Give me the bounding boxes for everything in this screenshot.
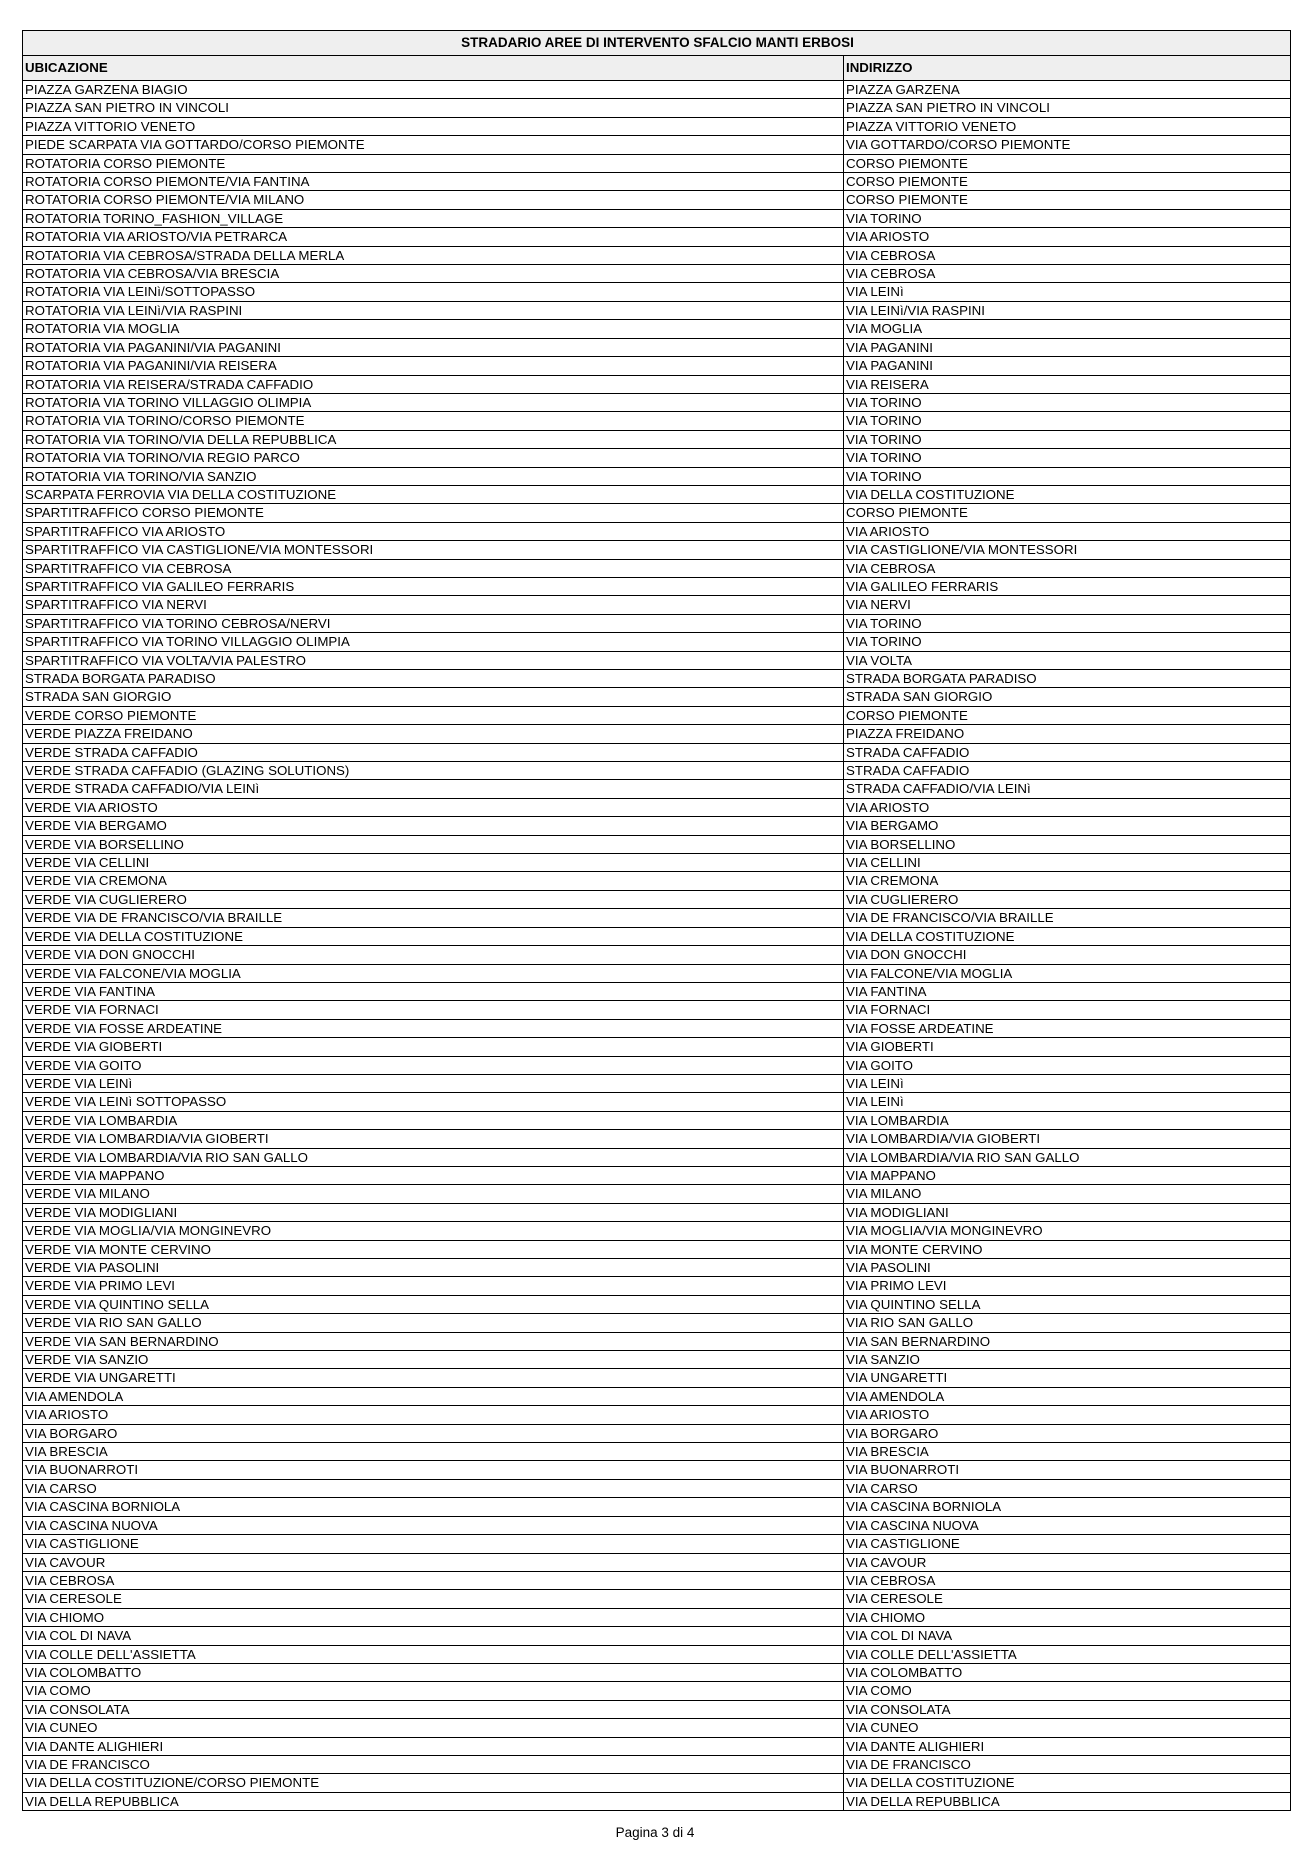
table-row: [23, 1774, 1291, 1792]
table-row: [23, 670, 1291, 688]
cell-ubicazione: VIA CAVOUR: [23, 1553, 844, 1571]
cell-ubicazione: VERDE VIA PASOLINI: [23, 1259, 844, 1277]
table-row: [23, 577, 1291, 595]
cell-ubicazione: ROTATORIA VIA LEINì/SOTTOPASSO: [23, 283, 844, 301]
cell-indirizzo: VIA FORNACI: [844, 1001, 1291, 1019]
cell-indirizzo: VIA CASTIGLIONE/VIA MONTESSORI: [844, 541, 1291, 559]
table-row: [23, 633, 1291, 651]
cell-ubicazione: VIA CERESOLE: [23, 1590, 844, 1608]
table-row: [23, 1663, 1291, 1681]
table-row: [23, 1571, 1291, 1589]
cell-indirizzo: VIA BORSELLINO: [844, 835, 1291, 853]
cell-ubicazione: ROTATORIA VIA TORINO/VIA DELLA REPUBBLICA: [23, 430, 844, 448]
table-row: [23, 559, 1291, 577]
cell-indirizzo: VIA ARIOSTO: [844, 1406, 1291, 1424]
cell-ubicazione: VIA CUNEO: [23, 1719, 844, 1737]
cell-ubicazione: SPARTITRAFFICO VIA VOLTA/VIA PALESTRO: [23, 651, 844, 669]
table-row: [23, 136, 1291, 154]
cell-ubicazione: ROTATORIA VIA CEBROSA/STRADA DELLA MERLA: [23, 246, 844, 264]
cell-indirizzo: VIA COLLE DELL'ASSIETTA: [844, 1645, 1291, 1663]
cell-ubicazione: VIA CONSOLATA: [23, 1700, 844, 1718]
cell-indirizzo: VIA GOTTARDO/CORSO PIEMONTE: [844, 136, 1291, 154]
table-row: [23, 467, 1291, 485]
table-row: [23, 1498, 1291, 1516]
table-row: [23, 173, 1291, 191]
cell-ubicazione: VIA CASTIGLIONE: [23, 1535, 844, 1553]
cell-indirizzo: VIA DELLA COSTITUZIONE: [844, 1774, 1291, 1792]
cell-indirizzo: VIA TORINO: [844, 430, 1291, 448]
cell-ubicazione: VERDE VIA FOSSE ARDEATINE: [23, 1019, 844, 1037]
table-row: [23, 817, 1291, 835]
cell-indirizzo: STRADA BORGATA PARADISO: [844, 670, 1291, 688]
table-row: [23, 265, 1291, 283]
table-row: [23, 283, 1291, 301]
cell-indirizzo: VIA CASCINA NUOVA: [844, 1516, 1291, 1534]
cell-indirizzo: VIA CEBROSA: [844, 265, 1291, 283]
cell-indirizzo: VIA AMENDOLA: [844, 1387, 1291, 1405]
table-row: [23, 1700, 1291, 1718]
cell-indirizzo: VIA MILANO: [844, 1185, 1291, 1203]
cell-ubicazione: VERDE VIA CREMONA: [23, 872, 844, 890]
cell-indirizzo: VIA COMO: [844, 1682, 1291, 1700]
cell-ubicazione: VERDE VIA DON GNOCCHI: [23, 946, 844, 964]
table-row: [23, 246, 1291, 264]
table-row: [23, 412, 1291, 430]
cell-indirizzo: PIAZZA SAN PIETRO IN VINCOLI: [844, 99, 1291, 117]
cell-indirizzo: VIA CAVOUR: [844, 1553, 1291, 1571]
cell-indirizzo: VIA ARIOSTO: [844, 798, 1291, 816]
cell-ubicazione: VIA CASCINA BORNIOLA: [23, 1498, 844, 1516]
cell-ubicazione: VERDE VIA BERGAMO: [23, 817, 844, 835]
cell-ubicazione: VIA BUONARROTI: [23, 1461, 844, 1479]
cell-indirizzo: VIA MODIGLIANI: [844, 1203, 1291, 1221]
cell-ubicazione: VIA BRESCIA: [23, 1443, 844, 1461]
table-row: [23, 1351, 1291, 1369]
cell-indirizzo: VIA FOSSE ARDEATINE: [844, 1019, 1291, 1037]
table-title: STRADARIO AREE DI INTERVENTO SFALCIO MANTI ERBOSI: [23, 31, 1291, 56]
cell-ubicazione: VERDE VIA LEINì SOTTOPASSO: [23, 1093, 844, 1111]
cell-ubicazione: VIA CARSO: [23, 1479, 844, 1497]
cell-indirizzo: VIA LEINì: [844, 283, 1291, 301]
table-row: [23, 651, 1291, 669]
cell-indirizzo: CORSO PIEMONTE: [844, 173, 1291, 191]
cell-ubicazione: ROTATORIA VIA MOGLIA: [23, 320, 844, 338]
cell-ubicazione: SPARTITRAFFICO VIA TORINO CEBROSA/NERVI: [23, 614, 844, 632]
table-row: [23, 1535, 1291, 1553]
cell-indirizzo: VIA CREMONA: [844, 872, 1291, 890]
table-row: [23, 393, 1291, 411]
cell-ubicazione: VIA COL DI NAVA: [23, 1627, 844, 1645]
cell-ubicazione: VERDE STRADA CAFFADIO/VIA LEINì: [23, 780, 844, 798]
cell-indirizzo: VIA GALILEO FERRARIS: [844, 577, 1291, 595]
cell-indirizzo: VIA VOLTA: [844, 651, 1291, 669]
cell-ubicazione: SPARTITRAFFICO VIA GALILEO FERRARIS: [23, 577, 844, 595]
cell-indirizzo: VIA MAPPANO: [844, 1166, 1291, 1184]
cell-indirizzo: VIA BERGAMO: [844, 817, 1291, 835]
table-row: [23, 1166, 1291, 1184]
table-row: [23, 1553, 1291, 1571]
table-title-row: [23, 31, 1291, 56]
cell-indirizzo: VIA LOMBARDIA/VIA RIO SAN GALLO: [844, 1148, 1291, 1166]
cell-ubicazione: VERDE STRADA CAFFADIO: [23, 743, 844, 761]
table-row: [23, 117, 1291, 135]
cell-ubicazione: VIA COLOMBATTO: [23, 1663, 844, 1681]
table-row: [23, 99, 1291, 117]
cell-indirizzo: STRADA CAFFADIO: [844, 743, 1291, 761]
cell-indirizzo: VIA CUGLIERERO: [844, 890, 1291, 908]
table-row: [23, 1332, 1291, 1350]
cell-ubicazione: VERDE VIA QUINTINO SELLA: [23, 1295, 844, 1313]
cell-indirizzo: VIA PAGANINI: [844, 357, 1291, 375]
cell-indirizzo: CORSO PIEMONTE: [844, 706, 1291, 724]
cell-ubicazione: VIA AMENDOLA: [23, 1387, 844, 1405]
cell-indirizzo: VIA CEBROSA: [844, 1571, 1291, 1589]
cell-ubicazione: VERDE VIA MODIGLIANI: [23, 1203, 844, 1221]
table-row: [23, 320, 1291, 338]
cell-ubicazione: VERDE VIA DELLA COSTITUZIONE: [23, 927, 844, 945]
table-row: [23, 191, 1291, 209]
cell-indirizzo: PIAZZA FREIDANO: [844, 725, 1291, 743]
cell-indirizzo: VIA REISERA: [844, 375, 1291, 393]
cell-indirizzo: VIA DON GNOCCHI: [844, 946, 1291, 964]
cell-indirizzo: VIA TORINO: [844, 209, 1291, 227]
cell-ubicazione: VERDE VIA SANZIO: [23, 1351, 844, 1369]
cell-ubicazione: SCARPATA FERROVIA VIA DELLA COSTITUZIONE: [23, 485, 844, 503]
cell-ubicazione: ROTATORIA CORSO PIEMONTE/VIA FANTINA: [23, 173, 844, 191]
table-row: [23, 1406, 1291, 1424]
cell-indirizzo: VIA TORINO: [844, 467, 1291, 485]
cell-indirizzo: VIA CASTIGLIONE: [844, 1535, 1291, 1553]
cell-ubicazione: VERDE VIA GIOBERTI: [23, 1038, 844, 1056]
table-row: [23, 890, 1291, 908]
cell-ubicazione: ROTATORIA VIA TORINO VILLAGGIO OLIMPIA: [23, 393, 844, 411]
cell-ubicazione: ROTATORIA VIA REISERA/STRADA CAFFADIO: [23, 375, 844, 393]
cell-indirizzo: VIA LEINì: [844, 1074, 1291, 1092]
cell-indirizzo: VIA COLOMBATTO: [844, 1663, 1291, 1681]
table-header-row: [23, 56, 1291, 81]
cell-ubicazione: VERDE VIA MONTE CERVINO: [23, 1240, 844, 1258]
cell-ubicazione: VIA DELLA COSTITUZIONE/CORSO PIEMONTE: [23, 1774, 844, 1792]
cell-ubicazione: VIA DANTE ALIGHIERI: [23, 1737, 844, 1755]
table-row: [23, 1443, 1291, 1461]
table-row: [23, 743, 1291, 761]
cell-ubicazione: VERDE VIA CUGLIERERO: [23, 890, 844, 908]
table-row: [23, 1645, 1291, 1663]
cell-ubicazione: ROTATORIA CORSO PIEMONTE/VIA MILANO: [23, 191, 844, 209]
cell-ubicazione: VERDE VIA LOMBARDIA/VIA RIO SAN GALLO: [23, 1148, 844, 1166]
table-row: [23, 1479, 1291, 1497]
cell-indirizzo: VIA CARSO: [844, 1479, 1291, 1497]
cell-ubicazione: VERDE VIA MOGLIA/VIA MONGINEVRO: [23, 1222, 844, 1240]
cell-ubicazione: SPARTITRAFFICO VIA ARIOSTO: [23, 522, 844, 540]
table-row: [23, 1093, 1291, 1111]
table-row: [23, 1387, 1291, 1405]
table-row: [23, 1295, 1291, 1313]
table-row: [23, 596, 1291, 614]
cell-ubicazione: STRADA SAN GIORGIO: [23, 688, 844, 706]
cell-indirizzo: VIA PRIMO LEVI: [844, 1277, 1291, 1295]
table-row: [23, 357, 1291, 375]
cell-indirizzo: VIA UNGARETTI: [844, 1369, 1291, 1387]
cell-indirizzo: VIA FALCONE/VIA MOGLIA: [844, 964, 1291, 982]
cell-indirizzo: STRADA CAFFADIO/VIA LEINì: [844, 780, 1291, 798]
cell-indirizzo: VIA DE FRANCISCO: [844, 1755, 1291, 1773]
cell-ubicazione: VERDE VIA LOMBARDIA/VIA GIOBERTI: [23, 1130, 844, 1148]
table-row: [23, 449, 1291, 467]
cell-indirizzo: VIA DELLA REPUBBLICA: [844, 1792, 1291, 1810]
cell-ubicazione: VIA ARIOSTO: [23, 1406, 844, 1424]
table-row: [23, 854, 1291, 872]
cell-ubicazione: VERDE VIA MAPPANO: [23, 1166, 844, 1184]
cell-ubicazione: VIA CEBROSA: [23, 1571, 844, 1589]
cell-indirizzo: CORSO PIEMONTE: [844, 504, 1291, 522]
table-row: [23, 541, 1291, 559]
cell-indirizzo: VIA CHIOMO: [844, 1608, 1291, 1626]
cell-ubicazione: ROTATORIA VIA PAGANINI/VIA PAGANINI: [23, 338, 844, 356]
table-row: [23, 154, 1291, 172]
cell-indirizzo: VIA CELLINI: [844, 854, 1291, 872]
cell-ubicazione: VERDE STRADA CAFFADIO (GLAZING SOLUTIONS): [23, 762, 844, 780]
cell-indirizzo: VIA COL DI NAVA: [844, 1627, 1291, 1645]
table-row: [23, 1203, 1291, 1221]
cell-indirizzo: VIA LOMBARDIA: [844, 1111, 1291, 1129]
cell-indirizzo: VIA SAN BERNARDINO: [844, 1332, 1291, 1350]
cell-ubicazione: VERDE VIA CELLINI: [23, 854, 844, 872]
cell-indirizzo: VIA CONSOLATA: [844, 1700, 1291, 1718]
cell-indirizzo: VIA TORINO: [844, 412, 1291, 430]
cell-indirizzo: VIA PASOLINI: [844, 1259, 1291, 1277]
cell-ubicazione: VERDE VIA ARIOSTO: [23, 798, 844, 816]
cell-ubicazione: ROTATORIA VIA CEBROSA/VIA BRESCIA: [23, 265, 844, 283]
cell-indirizzo: VIA SANZIO: [844, 1351, 1291, 1369]
cell-ubicazione: VERDE VIA FALCONE/VIA MOGLIA: [23, 964, 844, 982]
cell-ubicazione: VIA CHIOMO: [23, 1608, 844, 1626]
cell-ubicazione: STRADA BORGATA PARADISO: [23, 670, 844, 688]
cell-ubicazione: VERDE VIA SAN BERNARDINO: [23, 1332, 844, 1350]
cell-ubicazione: VERDE VIA MILANO: [23, 1185, 844, 1203]
cell-ubicazione: VERDE VIA GOITO: [23, 1056, 844, 1074]
table-row: [23, 872, 1291, 890]
cell-ubicazione: VERDE VIA BORSELLINO: [23, 835, 844, 853]
cell-indirizzo: STRADA SAN GIORGIO: [844, 688, 1291, 706]
table-row: [23, 614, 1291, 632]
table-row: [23, 725, 1291, 743]
cell-indirizzo: VIA TORINO: [844, 633, 1291, 651]
table-row: [23, 1461, 1291, 1479]
cell-ubicazione: VIA CASCINA NUOVA: [23, 1516, 844, 1534]
cell-indirizzo: VIA ARIOSTO: [844, 522, 1291, 540]
cell-indirizzo: VIA CERESOLE: [844, 1590, 1291, 1608]
table-row: [23, 1130, 1291, 1148]
table-row: [23, 1627, 1291, 1645]
cell-indirizzo: VIA GOITO: [844, 1056, 1291, 1074]
cell-ubicazione: PIAZZA SAN PIETRO IN VINCOLI: [23, 99, 844, 117]
cell-ubicazione: SPARTITRAFFICO VIA CASTIGLIONE/VIA MONTESSORI: [23, 541, 844, 559]
table-row: [23, 301, 1291, 319]
cell-ubicazione: VERDE VIA DE FRANCISCO/VIA BRAILLE: [23, 909, 844, 927]
cell-indirizzo: VIA DE FRANCISCO/VIA BRAILLE: [844, 909, 1291, 927]
table-row: [23, 81, 1291, 99]
table-row: [23, 1516, 1291, 1534]
cell-indirizzo: VIA BORGARO: [844, 1424, 1291, 1442]
cell-indirizzo: VIA BUONARROTI: [844, 1461, 1291, 1479]
cell-indirizzo: VIA CASCINA BORNIOLA: [844, 1498, 1291, 1516]
cell-ubicazione: VIA DELLA REPUBBLICA: [23, 1792, 844, 1810]
table-row: [23, 835, 1291, 853]
table-row: [23, 780, 1291, 798]
cell-indirizzo: VIA BRESCIA: [844, 1443, 1291, 1461]
cell-ubicazione: ROTATORIA VIA TORINO/CORSO PIEMONTE: [23, 412, 844, 430]
cell-ubicazione: VIA DE FRANCISCO: [23, 1755, 844, 1773]
table-row: [23, 1038, 1291, 1056]
cell-ubicazione: VERDE VIA LEINì: [23, 1074, 844, 1092]
table-row: [23, 1277, 1291, 1295]
table-row: [23, 1259, 1291, 1277]
cell-indirizzo: CORSO PIEMONTE: [844, 154, 1291, 172]
table-row: [23, 1185, 1291, 1203]
cell-ubicazione: SPARTITRAFFICO VIA TORINO VILLAGGIO OLIMPIA: [23, 633, 844, 651]
cell-indirizzo: VIA QUINTINO SELLA: [844, 1295, 1291, 1313]
table-row: [23, 1737, 1291, 1755]
cell-ubicazione: VERDE VIA PRIMO LEVI: [23, 1277, 844, 1295]
table-row: [23, 1719, 1291, 1737]
cell-ubicazione: VERDE VIA UNGARETTI: [23, 1369, 844, 1387]
cell-indirizzo: PIAZZA VITTORIO VENETO: [844, 117, 1291, 135]
cell-indirizzo: VIA RIO SAN GALLO: [844, 1314, 1291, 1332]
cell-ubicazione: PIEDE SCARPATA VIA GOTTARDO/CORSO PIEMONTE: [23, 136, 844, 154]
table-row: [23, 1111, 1291, 1129]
table-row: [23, 762, 1291, 780]
table-row: [23, 430, 1291, 448]
table-row: [23, 504, 1291, 522]
cell-indirizzo: VIA TORINO: [844, 393, 1291, 411]
cell-ubicazione: ROTATORIA VIA ARIOSTO/VIA PETRARCA: [23, 228, 844, 246]
table-row: [23, 927, 1291, 945]
cell-indirizzo: VIA MONTE CERVINO: [844, 1240, 1291, 1258]
column-header-indirizzo: INDIRIZZO: [844, 56, 1291, 81]
table-row: [23, 1019, 1291, 1037]
cell-indirizzo: STRADA CAFFADIO: [844, 762, 1291, 780]
cell-indirizzo: VIA LOMBARDIA/VIA GIOBERTI: [844, 1130, 1291, 1148]
table-row: [23, 1314, 1291, 1332]
cell-ubicazione: VERDE CORSO PIEMONTE: [23, 706, 844, 724]
cell-ubicazione: ROTATORIA VIA TORINO/VIA SANZIO: [23, 467, 844, 485]
table-row: [23, 964, 1291, 982]
table-row: [23, 1424, 1291, 1442]
cell-ubicazione: ROTATORIA VIA TORINO/VIA REGIO PARCO: [23, 449, 844, 467]
cell-ubicazione: VIA COMO: [23, 1682, 844, 1700]
table-row: [23, 706, 1291, 724]
table-row: [23, 338, 1291, 356]
table-row: [23, 1222, 1291, 1240]
cell-indirizzo: VIA MOGLIA/VIA MONGINEVRO: [844, 1222, 1291, 1240]
column-header-ubicazione: UBICAZIONE: [23, 56, 844, 81]
cell-ubicazione: ROTATORIA CORSO PIEMONTE: [23, 154, 844, 172]
table-row: [23, 1590, 1291, 1608]
cell-indirizzo: VIA LEINì/VIA RASPINI: [844, 301, 1291, 319]
cell-indirizzo: VIA CUNEO: [844, 1719, 1291, 1737]
cell-ubicazione: VERDE VIA RIO SAN GALLO: [23, 1314, 844, 1332]
table-row: [23, 946, 1291, 964]
cell-indirizzo: CORSO PIEMONTE: [844, 191, 1291, 209]
cell-indirizzo: VIA ARIOSTO: [844, 228, 1291, 246]
table-row: [23, 1056, 1291, 1074]
table-row: [23, 909, 1291, 927]
cell-indirizzo: VIA GIOBERTI: [844, 1038, 1291, 1056]
cell-indirizzo: VIA CEBROSA: [844, 246, 1291, 264]
cell-indirizzo: VIA FANTINA: [844, 982, 1291, 1000]
table-row: [23, 1240, 1291, 1258]
cell-ubicazione: VERDE PIAZZA FREIDANO: [23, 725, 844, 743]
table-row: [23, 1608, 1291, 1626]
table-row: [23, 209, 1291, 227]
table-row: [23, 982, 1291, 1000]
cell-ubicazione: VERDE VIA FANTINA: [23, 982, 844, 1000]
cell-indirizzo: VIA NERVI: [844, 596, 1291, 614]
table-row: [23, 1369, 1291, 1387]
cell-ubicazione: PIAZZA GARZENA BIAGIO: [23, 81, 844, 99]
cell-ubicazione: VERDE VIA FORNACI: [23, 1001, 844, 1019]
page-number: Pagina 3 di 4: [615, 1825, 695, 1840]
cell-indirizzo: PIAZZA GARZENA: [844, 81, 1291, 99]
table-row: [23, 1148, 1291, 1166]
cell-indirizzo: VIA LEINì: [844, 1093, 1291, 1111]
cell-ubicazione: SPARTITRAFFICO VIA NERVI: [23, 596, 844, 614]
table-row: [23, 798, 1291, 816]
cell-indirizzo: VIA PAGANINI: [844, 338, 1291, 356]
cell-ubicazione: SPARTITRAFFICO CORSO PIEMONTE: [23, 504, 844, 522]
table-row: [23, 375, 1291, 393]
cell-indirizzo: VIA TORINO: [844, 614, 1291, 632]
table-row: [23, 228, 1291, 246]
table-row: [23, 1074, 1291, 1092]
table-row: [23, 1001, 1291, 1019]
cell-ubicazione: VIA COLLE DELL'ASSIETTA: [23, 1645, 844, 1663]
table-row: [23, 1792, 1291, 1810]
table-row: [23, 485, 1291, 503]
cell-ubicazione: ROTATORIA VIA PAGANINI/VIA REISERA: [23, 357, 844, 375]
table-row: [23, 1755, 1291, 1773]
cell-ubicazione: VERDE VIA LOMBARDIA: [23, 1111, 844, 1129]
cell-indirizzo: VIA MOGLIA: [844, 320, 1291, 338]
table-row: [23, 522, 1291, 540]
cell-ubicazione: VIA BORGARO: [23, 1424, 844, 1442]
cell-indirizzo: VIA CEBROSA: [844, 559, 1291, 577]
table-row: [23, 688, 1291, 706]
cell-ubicazione: PIAZZA VITTORIO VENETO: [23, 117, 844, 135]
cell-indirizzo: VIA TORINO: [844, 449, 1291, 467]
cell-indirizzo: VIA DANTE ALIGHIERI: [844, 1737, 1291, 1755]
cell-ubicazione: ROTATORIA VIA LEINì/VIA RASPINI: [23, 301, 844, 319]
cell-ubicazione: SPARTITRAFFICO VIA CEBROSA: [23, 559, 844, 577]
street-directory-table: [22, 30, 1291, 1811]
cell-indirizzo: VIA DELLA COSTITUZIONE: [844, 485, 1291, 503]
cell-indirizzo: VIA DELLA COSTITUZIONE: [844, 927, 1291, 945]
cell-ubicazione: ROTATORIA TORINO_FASHION_VILLAGE: [23, 209, 844, 227]
table-row: [23, 1682, 1291, 1700]
